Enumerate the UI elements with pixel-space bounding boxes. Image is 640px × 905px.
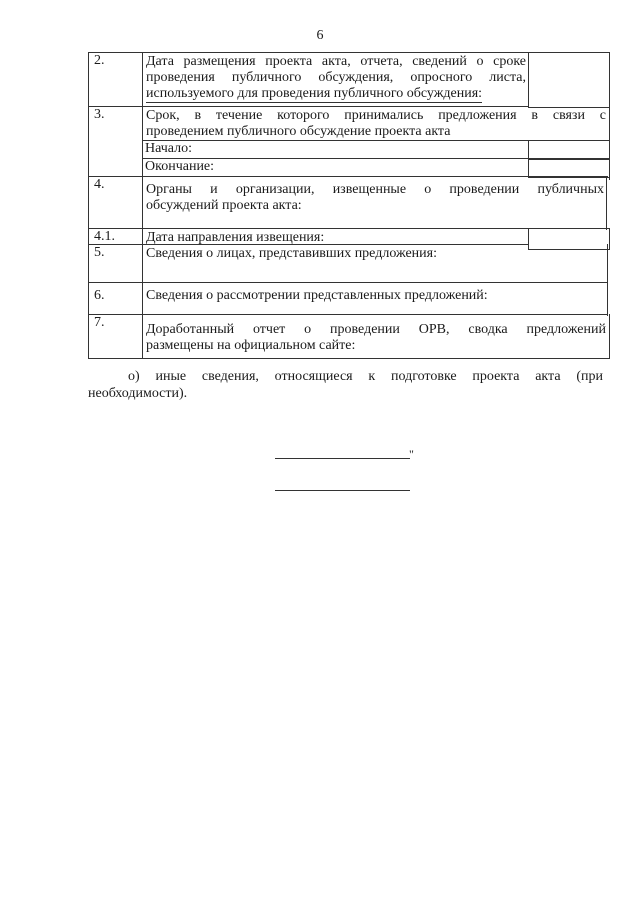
row-number: 4. bbox=[94, 177, 105, 192]
row-text-line: Доработанный отчет о проведении ОРВ, сводка предложений bbox=[146, 322, 606, 337]
row-number: 3. bbox=[94, 107, 105, 122]
date-field-box[interactable] bbox=[528, 52, 610, 108]
table-row-2 bbox=[88, 52, 529, 106]
row-number: 2. bbox=[94, 53, 105, 68]
row-text-line: используемого для проведения публичного обсуждения: bbox=[146, 86, 483, 101]
other-info-paragraph bbox=[88, 368, 603, 402]
row-text-line: Органы и организации, извещенные о проведении публичных bbox=[146, 182, 604, 197]
table-row-4 bbox=[88, 176, 607, 230]
start-label: Начало: bbox=[145, 141, 193, 156]
page-number: 6 bbox=[316, 28, 324, 43]
paragraph-line: о) иные сведения, относящиеся к подготовке проекта акта (при bbox=[128, 369, 603, 384]
row-number: 7. bbox=[94, 315, 105, 330]
row-text-line: обсуждений проекта акта: bbox=[146, 198, 302, 213]
end-label: Окончание: bbox=[145, 159, 215, 174]
table-row-7 bbox=[88, 314, 610, 358]
row-text-line: Срок, в течение которого принимались предложения в связи с bbox=[146, 108, 606, 123]
row-text-line: Сведения о рассмотрении представленных предложений: bbox=[146, 288, 488, 303]
row-number: 6. bbox=[94, 288, 105, 303]
end-date-box[interactable] bbox=[528, 158, 610, 178]
table-row-6 bbox=[88, 282, 608, 316]
row-text-line: проведением публичного обсуждение проекта акта bbox=[146, 124, 451, 139]
start-date-box[interactable] bbox=[528, 140, 610, 160]
signature-line bbox=[275, 458, 410, 459]
row-text-line: Дата направления извещения: bbox=[146, 230, 325, 245]
row-number: 5. bbox=[94, 245, 105, 260]
separator-line bbox=[275, 490, 410, 491]
closing-quote: " bbox=[409, 447, 414, 461]
row-text-line: Сведения о лицах, представивших предложения: bbox=[146, 246, 437, 261]
row-text-line: проведения публичного обсуждения, опросного листа, bbox=[146, 70, 526, 85]
table-row-5 bbox=[88, 244, 608, 282]
row-number: 4.1. bbox=[94, 229, 115, 244]
row-text-line: размещены на официальном сайте: bbox=[146, 338, 356, 353]
row-text-line: Дата размещения проекта акта, отчета, сведений о сроке bbox=[146, 54, 526, 69]
paragraph-line: необходимости). bbox=[88, 386, 188, 401]
